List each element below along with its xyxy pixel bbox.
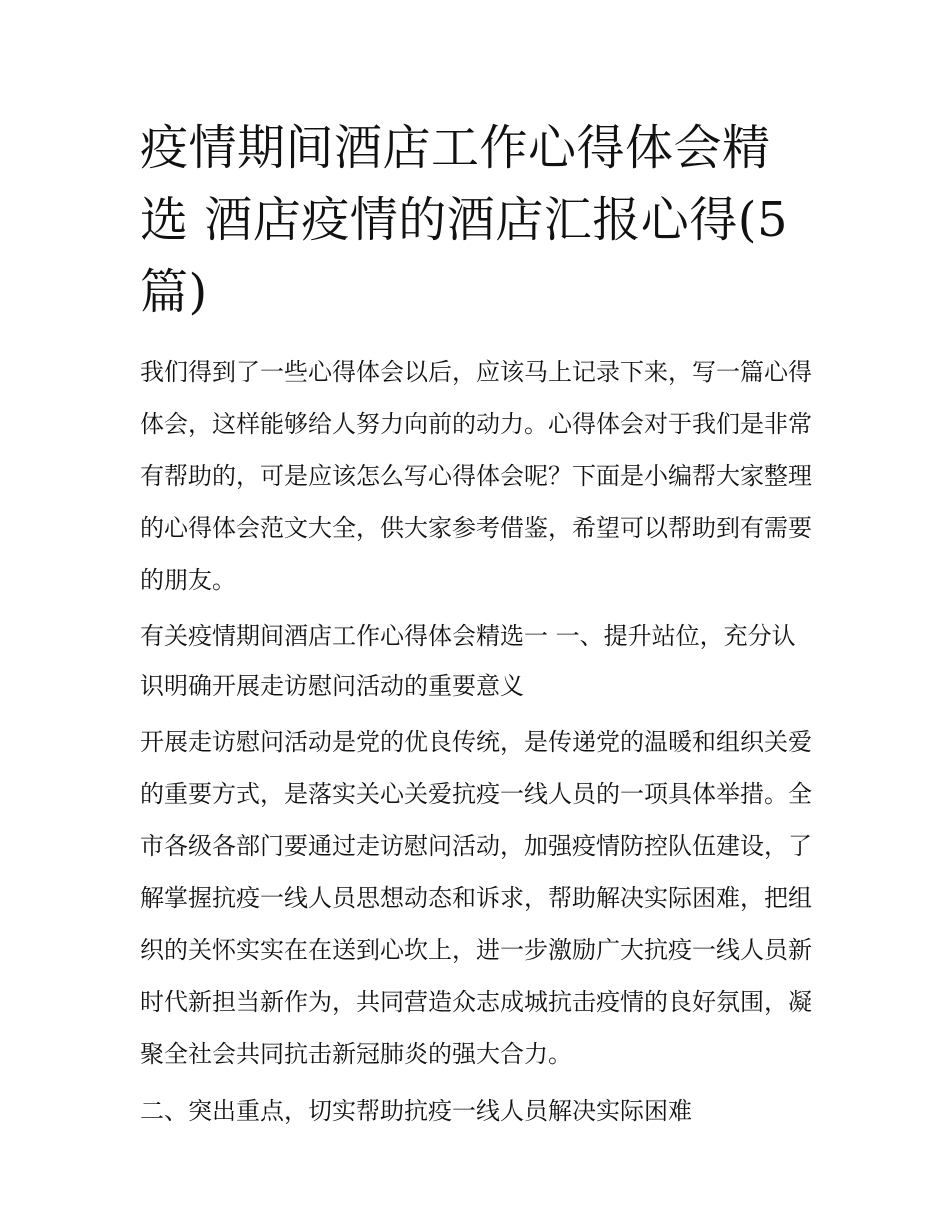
section-one-heading: 有关疫情期间酒店工作心得体会精选一 一、提升站位，充分认识明确开展走访慰问活动的重要意义 <box>140 622 796 700</box>
intro-paragraph: 我们得到了一些心得体会以后，应该马上记录下来，写一篇心得体会，这样能够给人努力向前的动力。心得体会对于我们是非常有帮助的，可是应该怎么写心得体会呢？下面是小编帮大家整理的心得体会范文大全，供大家参考借鉴，希望可以帮助到有需要的朋友。 <box>140 358 812 594</box>
section-two-heading: 二、突出重点，切实帮助抗疫一线人员解决实际困难 <box>140 1097 692 1125</box>
section-one-paragraph: 开展走访慰问活动是党的优良传统，是传递党的温暖和组织关爱的重要方式，是落实关心关爱抗疫一线人员的一项具体举措。全市各级各部门要通过走访慰问活动，加强疫情防控队伍建设，了解掌握抗疫一线人员思想动态和诉求，帮助解决实际困难，把组织的关怀实实在在送到心坎上，进一步激励广大抗疫一线人员新时代新担当新作为，共同营造众志成城抗击疫情的良好氛围，凝聚全社会共同抗击新冠肺炎的强大合力。 <box>140 728 812 1068</box>
document-body <box>140 112 815 1142</box>
document-title: 疫情期间酒店工作心得体会精选 酒店疫情的酒店汇报心得(5篇) <box>140 120 789 320</box>
